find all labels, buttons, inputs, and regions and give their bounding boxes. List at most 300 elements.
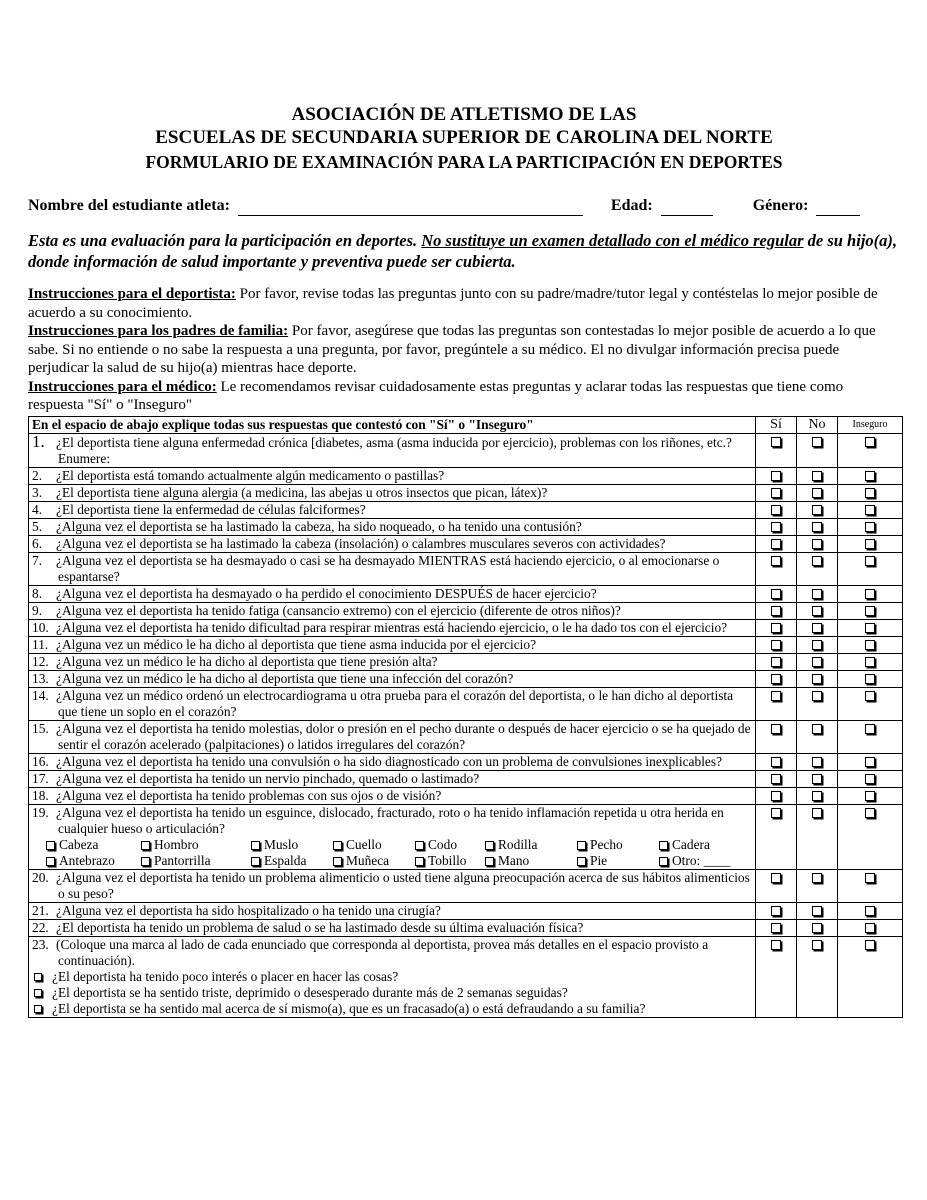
body-part-label: Hombro: [154, 836, 199, 852]
table-row: [29, 552, 903, 585]
unsure-cell: [838, 585, 903, 602]
unsure-checkbox[interactable]: [865, 471, 875, 481]
questions-body: [29, 433, 903, 1017]
question-number: 21.: [32, 902, 49, 918]
title-line-3: FORMULARIO DE EXAMINACIÓN PARA LA PARTICIPACIÓN EN DEPORTES: [145, 152, 783, 172]
table-row: [29, 720, 903, 753]
unsure-cell: [838, 787, 903, 804]
student-name-field[interactable]: [238, 199, 583, 216]
no-cell: [797, 585, 838, 602]
table-row: [29, 869, 903, 902]
unsure-checkbox[interactable]: [865, 724, 875, 734]
body-part-label: Pantorrilla: [154, 852, 211, 868]
body-part-checkbox[interactable]: [485, 841, 494, 850]
no-checkbox[interactable]: [812, 808, 822, 818]
question-number: 18.: [32, 787, 49, 803]
yes-checkbox[interactable]: [771, 640, 781, 650]
question-number: 13.: [32, 670, 49, 686]
question-text: [32, 519, 752, 535]
yes-checkbox[interactable]: [771, 589, 781, 599]
yes-cell: [756, 919, 797, 936]
no-checkbox[interactable]: [812, 522, 822, 532]
questions-table: [28, 416, 903, 1018]
no-cell: [797, 535, 838, 552]
question-text: [32, 870, 752, 902]
question-label: ¿Alguna vez el deportista ha tenido un nervio pinchado, quemado o lastimado?: [56, 770, 480, 786]
no-checkbox[interactable]: [812, 556, 822, 566]
q23-item-checkbox[interactable]: [34, 1005, 42, 1013]
question-text: [32, 620, 752, 636]
body-part-checkbox[interactable]: [333, 857, 342, 866]
body-part-label: Pecho: [590, 836, 623, 852]
body-part-option[interactable]: [485, 837, 577, 853]
unsure-checkbox[interactable]: [865, 640, 875, 650]
body-part-label: Pie: [590, 852, 608, 868]
question-label: ¿El deportista tiene alguna alergia (a medicina, las abejas u otros insectos que pican, látex)?: [56, 484, 548, 500]
body-part-checkbox[interactable]: [415, 857, 424, 866]
question-label: ¿Alguna vez el deportista ha tenido fatiga (cansancio extremo) con el ejercicio (diferente de otros niños)?: [56, 602, 621, 618]
question-cell: [29, 484, 756, 501]
question-cell: [29, 919, 756, 936]
yes-checkbox[interactable]: [771, 906, 781, 916]
yes-cell: [756, 518, 797, 535]
question-cell: [29, 753, 756, 770]
form-title: [28, 104, 900, 174]
question-text: [32, 754, 752, 770]
question-cell: [29, 787, 756, 804]
question-number: 19.: [32, 804, 49, 820]
unsure-checkbox[interactable]: [865, 674, 875, 684]
yes-checkbox[interactable]: [771, 556, 781, 566]
question-text: [32, 502, 752, 518]
body-part-option[interactable]: [485, 853, 577, 869]
table-row: [29, 619, 903, 636]
yes-checkbox[interactable]: [771, 808, 781, 818]
table-row: [29, 787, 903, 804]
question-cell: [29, 433, 756, 467]
body-part-option[interactable]: [659, 837, 749, 853]
question-text: [32, 671, 752, 687]
question-cell: [29, 602, 756, 619]
question-text: [32, 654, 752, 670]
yes-checkbox[interactable]: [771, 505, 781, 515]
table-row: [29, 902, 903, 919]
q23-item: [32, 969, 752, 985]
question-label: ¿Alguna vez el deportista ha tenido una convulsión o ha sido diagnosticado con un problema de convulsiones inexplicables?: [56, 753, 723, 769]
yes-checkbox[interactable]: [771, 539, 781, 549]
body-part-label: Cabeza: [59, 836, 99, 852]
question-cell: [29, 720, 756, 753]
question-cell: [29, 501, 756, 518]
question-text: [32, 771, 752, 787]
no-checkbox[interactable]: [812, 471, 822, 481]
question-label: ¿Alguna vez el deportista ha sido hospitalizado o ha tenido una cirugía?: [56, 902, 441, 918]
unsure-checkbox[interactable]: [865, 556, 875, 566]
yes-checkbox[interactable]: [771, 488, 781, 498]
yes-checkbox[interactable]: [771, 522, 781, 532]
question-cell: [29, 869, 756, 902]
no-cell: [797, 720, 838, 753]
title-line-1: ASOCIACIÓN DE ATLETISMO DE LAS: [291, 104, 637, 125]
body-part-option[interactable]: [659, 853, 749, 869]
instructions-athlete: [28, 285, 900, 322]
instructions-text: Le recomendamos revisar cuidadosamente estas preguntas y aclarar todas las respuestas que tiene como respuesta "Sí" o "Inseguro": [28, 378, 844, 413]
question-number: 10.: [32, 619, 49, 635]
no-cell: [797, 653, 838, 670]
body-part-checkbox[interactable]: [659, 841, 668, 850]
yes-cell: [756, 804, 797, 869]
unsure-cell: [838, 433, 903, 467]
no-cell: [797, 552, 838, 585]
no-checkbox[interactable]: [812, 488, 822, 498]
yes-checkbox[interactable]: [771, 724, 781, 734]
question-text: [32, 805, 752, 837]
unsure-cell: [838, 720, 903, 753]
yes-checkbox[interactable]: [771, 657, 781, 667]
unsure-cell: [838, 518, 903, 535]
yes-cell: [756, 770, 797, 787]
table-row: [29, 687, 903, 720]
no-cell: [797, 518, 838, 535]
body-part-label: Mano: [498, 852, 530, 868]
question-number: 5.: [32, 518, 43, 534]
body-part-option[interactable]: [141, 837, 251, 853]
yes-cell: [756, 467, 797, 484]
question-label: ¿Alguna vez el deportista ha desmayado o ha perdido el conocimiento DESPUÉS de hacer ejercicio?: [56, 585, 597, 601]
body-part-checkbox[interactable]: [485, 857, 494, 866]
no-checkbox[interactable]: [812, 691, 822, 701]
body-part-options: [46, 837, 752, 869]
question-label: ¿Alguna vez un médico le ha dicho al deportista que tiene asma inducida por el ejercicio?: [56, 636, 537, 652]
no-cell: [797, 636, 838, 653]
no-cell: [797, 501, 838, 518]
col-yes-header: Sí: [756, 416, 797, 433]
no-checkbox[interactable]: [812, 437, 822, 447]
student-info-row: [28, 196, 900, 216]
no-checkbox[interactable]: [812, 873, 822, 883]
question-label: (Coloque una marca al lado de cada enunciado que corresponda al deportista, provea más detalles en el espacio provisto a continuación).: [56, 936, 709, 968]
question-text: [32, 431, 752, 467]
unsure-checkbox[interactable]: [865, 623, 875, 633]
intro-text-1: Esta es una evaluación para la participación en deportes.: [28, 231, 422, 250]
body-part-option[interactable]: [333, 853, 415, 869]
question-number: 9.: [32, 602, 43, 618]
unsure-checkbox[interactable]: [865, 923, 875, 933]
question-text: [32, 721, 752, 753]
question-label: ¿El deportista tiene la enfermedad de células falciformes?: [56, 501, 366, 517]
yes-cell: [756, 501, 797, 518]
no-cell: [797, 919, 838, 936]
unsure-checkbox[interactable]: [865, 791, 875, 801]
no-checkbox[interactable]: [812, 674, 822, 684]
unsure-checkbox[interactable]: [865, 539, 875, 549]
body-part-checkbox[interactable]: [333, 841, 342, 850]
unsure-checkbox[interactable]: [865, 437, 875, 447]
question-number: 3.: [32, 484, 43, 500]
no-cell: [797, 619, 838, 636]
age-label: Edad:: [610, 197, 653, 214]
no-checkbox[interactable]: [812, 923, 822, 933]
no-cell: [797, 670, 838, 687]
yes-cell: [756, 535, 797, 552]
unsure-checkbox[interactable]: [865, 505, 875, 515]
unsure-checkbox[interactable]: [865, 940, 875, 950]
question-number: 17.: [32, 770, 49, 786]
unsure-cell: [838, 770, 903, 787]
no-checkbox[interactable]: [812, 906, 822, 916]
unsure-cell: [838, 636, 903, 653]
body-part-label: Otro: ____: [672, 852, 731, 868]
table-row: [29, 585, 903, 602]
table-row: [29, 467, 903, 484]
yes-checkbox[interactable]: [771, 606, 781, 616]
unsure-cell: [838, 602, 903, 619]
question-number: 1.: [32, 431, 45, 451]
question-number: 15.: [32, 720, 49, 736]
no-cell: [797, 936, 838, 1017]
age-field[interactable]: [661, 199, 713, 216]
question-text: [32, 468, 752, 484]
body-part-label: Antebrazo: [59, 852, 115, 868]
unsure-checkbox[interactable]: [865, 757, 875, 767]
no-cell: [797, 804, 838, 869]
yes-cell: [756, 653, 797, 670]
body-part-option[interactable]: [577, 853, 659, 869]
body-part-checkbox[interactable]: [251, 857, 260, 866]
body-part-checkbox[interactable]: [141, 857, 150, 866]
no-checkbox[interactable]: [812, 940, 822, 950]
unsure-cell: [838, 902, 903, 919]
body-part-checkbox[interactable]: [251, 841, 260, 850]
question-label: ¿Alguna vez el deportista se ha desmayado o casi se ha desmayado MIENTRAS está haciendo ejercicio, o al emocionarse o espantarse?: [56, 552, 720, 584]
question-text: [32, 688, 752, 720]
yes-checkbox[interactable]: [771, 923, 781, 933]
table-row: [29, 653, 903, 670]
question-label: ¿Alguna vez el deportista ha tenido un esguince, dislocado, fracturado, roto o ha tenido inflamación repetida u otra herida en cualquier hueso o articulación?: [56, 804, 724, 836]
table-row: [29, 484, 903, 501]
yes-cell: [756, 687, 797, 720]
table-row: [29, 518, 903, 535]
yes-cell: [756, 753, 797, 770]
unsure-cell: [838, 653, 903, 670]
yes-checkbox[interactable]: [771, 791, 781, 801]
gender-label: Género:: [752, 197, 809, 214]
unsure-checkbox[interactable]: [865, 522, 875, 532]
yes-cell: [756, 787, 797, 804]
table-header-row: [29, 416, 903, 433]
unsure-cell: [838, 552, 903, 585]
no-checkbox[interactable]: [812, 589, 822, 599]
intro-statement: [28, 230, 900, 272]
no-cell: [797, 687, 838, 720]
yes-checkbox[interactable]: [771, 774, 781, 784]
body-part-label: Rodilla: [498, 836, 538, 852]
question-number: 22.: [32, 919, 49, 935]
question-label: ¿El deportista está tomando actualmente algún medicamento o pastillas?: [56, 467, 445, 483]
table-row: [29, 602, 903, 619]
unsure-checkbox[interactable]: [865, 808, 875, 818]
body-part-checkbox[interactable]: [577, 841, 586, 850]
unsure-checkbox[interactable]: [865, 657, 875, 667]
yes-checkbox[interactable]: [771, 940, 781, 950]
no-checkbox[interactable]: [812, 539, 822, 549]
table-row: [29, 636, 903, 653]
yes-cell: [756, 585, 797, 602]
question-text: [32, 788, 752, 804]
q23-item: [32, 1001, 752, 1017]
question-label: ¿Alguna vez el deportista ha tenido problemas con sus ojos o de visión?: [56, 787, 442, 803]
question-label: ¿El deportista ha tenido un problema de salud o se ha lastimado desde su última evaluación física?: [56, 919, 584, 935]
question-text: [32, 536, 752, 552]
question-label: ¿Alguna vez el deportista ha tenido molestias, dolor o presión en el pecho durante o después de hacer ejercicio o se ha quejado de sentir el corazón acelerado (palpitaciones) o latidos irregulares del corazón?: [56, 720, 751, 752]
no-checkbox[interactable]: [812, 640, 822, 650]
unsure-checkbox[interactable]: [865, 873, 875, 883]
yes-checkbox[interactable]: [771, 691, 781, 701]
question-text: [32, 637, 752, 653]
no-checkbox[interactable]: [812, 505, 822, 515]
yes-cell: [756, 902, 797, 919]
body-part-checkbox[interactable]: [141, 841, 150, 850]
instructions-text: Por favor, asegúrese que todas las preguntas son contestadas lo mejor posible de acuerdo a lo que sabe. Si no entiende o no sabe la respuesta a una pregunta, por favor, pregúntele a su médico. El no divulgar información precisa puede perjudicar la salud de su hijo(a) mientras hace deporte.: [28, 323, 876, 376]
question-cell: [29, 518, 756, 535]
no-cell: [797, 902, 838, 919]
question-cell: [29, 585, 756, 602]
yes-cell: [756, 552, 797, 585]
no-cell: [797, 787, 838, 804]
question-number: 6.: [32, 535, 43, 551]
question-cell: [29, 902, 756, 919]
no-checkbox[interactable]: [812, 791, 822, 801]
yes-cell: [756, 936, 797, 1017]
unsure-cell: [838, 535, 903, 552]
body-part-option[interactable]: [415, 853, 485, 869]
q23-item-checkbox[interactable]: [34, 989, 42, 997]
question-text: [32, 903, 752, 919]
no-checkbox[interactable]: [812, 724, 822, 734]
question-cell: [29, 467, 756, 484]
yes-checkbox[interactable]: [771, 674, 781, 684]
table-row: [29, 770, 903, 787]
instructions-label: Instrucciones para el deportista:: [28, 286, 236, 302]
body-part-checkbox[interactable]: [46, 857, 55, 866]
no-checkbox[interactable]: [812, 657, 822, 667]
unsure-cell: [838, 484, 903, 501]
question-cell: [29, 936, 756, 1017]
yes-cell: [756, 670, 797, 687]
question-label: ¿Alguna vez un médico le ha dicho al deportista que tiene una infección del corazón?: [56, 670, 514, 686]
question-cell: [29, 535, 756, 552]
body-part-checkbox[interactable]: [659, 857, 668, 866]
unsure-cell: [838, 619, 903, 636]
q23-item-checkbox[interactable]: [34, 973, 42, 981]
body-part-option[interactable]: [46, 853, 141, 869]
q23-item-label: ¿El deportista se ha sentido triste, deprimido o desesperado durante más de 2 semanas seguidas?: [52, 984, 568, 1000]
question-number: 2.: [32, 467, 43, 483]
question-number: 23.: [32, 936, 49, 952]
table-row: [29, 936, 903, 1017]
body-part-label: Muslo: [264, 836, 299, 852]
body-part-checkbox[interactable]: [46, 841, 55, 850]
question-number: 12.: [32, 653, 49, 669]
body-part-option[interactable]: [141, 853, 251, 869]
unsure-cell: [838, 919, 903, 936]
body-part-checkbox[interactable]: [577, 857, 586, 866]
table-row: [29, 670, 903, 687]
question-number: 11.: [32, 636, 49, 652]
yes-cell: [756, 636, 797, 653]
body-part-option[interactable]: [333, 837, 415, 853]
yes-cell: [756, 720, 797, 753]
question-number: 16.: [32, 753, 49, 769]
body-part-option[interactable]: [251, 837, 333, 853]
no-cell: [797, 753, 838, 770]
question-text: [32, 920, 752, 936]
yes-cell: [756, 619, 797, 636]
unsure-cell: [838, 869, 903, 902]
body-part-option[interactable]: [251, 853, 333, 869]
body-part-checkbox[interactable]: [415, 841, 424, 850]
question-label: ¿Alguna vez un médico ordenó un electrocardiograma u otra prueba para el corazón del deportista, o le han dicho al deportista que tiene un soplo en el corazón?: [56, 687, 734, 719]
question-cell: [29, 552, 756, 585]
yes-checkbox[interactable]: [771, 471, 781, 481]
no-checkbox[interactable]: [812, 774, 822, 784]
body-part-option[interactable]: [577, 837, 659, 853]
question-label: ¿Alguna vez el deportista se ha lastimado la cabeza, ha sido noqueado, o ha tenido una contusión?: [56, 518, 582, 534]
unsure-checkbox[interactable]: [865, 589, 875, 599]
question-cell: [29, 636, 756, 653]
unsure-cell: [838, 501, 903, 518]
unsure-checkbox[interactable]: [865, 488, 875, 498]
unsure-checkbox[interactable]: [865, 906, 875, 916]
unsure-checkbox[interactable]: [865, 606, 875, 616]
yes-checkbox[interactable]: [771, 623, 781, 633]
question-number: 14.: [32, 687, 49, 703]
question-number: 7.: [32, 552, 43, 568]
no-cell: [797, 602, 838, 619]
instructions-text: Por favor, revise todas las preguntas junto con su padre/madre/tutor legal y contéstelas lo mejor posible de acuerdo a su conocimiento.: [28, 286, 878, 321]
yes-checkbox[interactable]: [771, 873, 781, 883]
table-row: [29, 535, 903, 552]
yes-checkbox[interactable]: [771, 757, 781, 767]
table-row: [29, 804, 903, 869]
no-checkbox[interactable]: [812, 757, 822, 767]
instructions-parents: [28, 322, 900, 378]
unsure-checkbox[interactable]: [865, 774, 875, 784]
body-part-option[interactable]: [415, 837, 485, 853]
gender-field[interactable]: [816, 199, 860, 216]
unsure-checkbox[interactable]: [865, 691, 875, 701]
yes-checkbox[interactable]: [771, 437, 781, 447]
question-number: 4.: [32, 501, 43, 517]
unsure-cell: [838, 936, 903, 1017]
question-text: [32, 586, 752, 602]
question-cell: [29, 687, 756, 720]
no-checkbox[interactable]: [812, 623, 822, 633]
question-label: ¿Alguna vez el deportista ha tenido un problema alimenticio o usted tiene alguna preocupación acerca de sus hábitos alimenticios o su peso?: [56, 869, 750, 901]
no-cell: [797, 484, 838, 501]
question-label: ¿Alguna vez el deportista ha tenido dificultad para respirar mientras está haciendo ejercicio, o le ha dado tos con el ejercicio?: [56, 619, 728, 635]
instructions: [28, 285, 900, 415]
question-label: ¿Alguna vez el deportista se ha lastimado la cabeza (insolación) o calambres musculares severos con actividades?: [56, 535, 666, 551]
question-label: ¿El deportista tiene alguna enfermedad crónica [diabetes, asma (asma inducida por ejercicio), problemas con los riñones, etc.? Enumere:: [56, 434, 732, 466]
no-cell: [797, 467, 838, 484]
no-checkbox[interactable]: [812, 606, 822, 616]
table-row: [29, 753, 903, 770]
table-header-text: En el espacio de abajo explique todas sus respuestas que contestó con "Sí" o "Inseguro": [29, 416, 756, 433]
body-part-option[interactable]: [46, 837, 141, 853]
q23-item-label: ¿El deportista se ha sentido mal acerca de sí mismo(a), que es un fracasado(a) o está defraudando a su familia?: [52, 1000, 646, 1016]
body-part-label: Cadera: [672, 836, 710, 852]
